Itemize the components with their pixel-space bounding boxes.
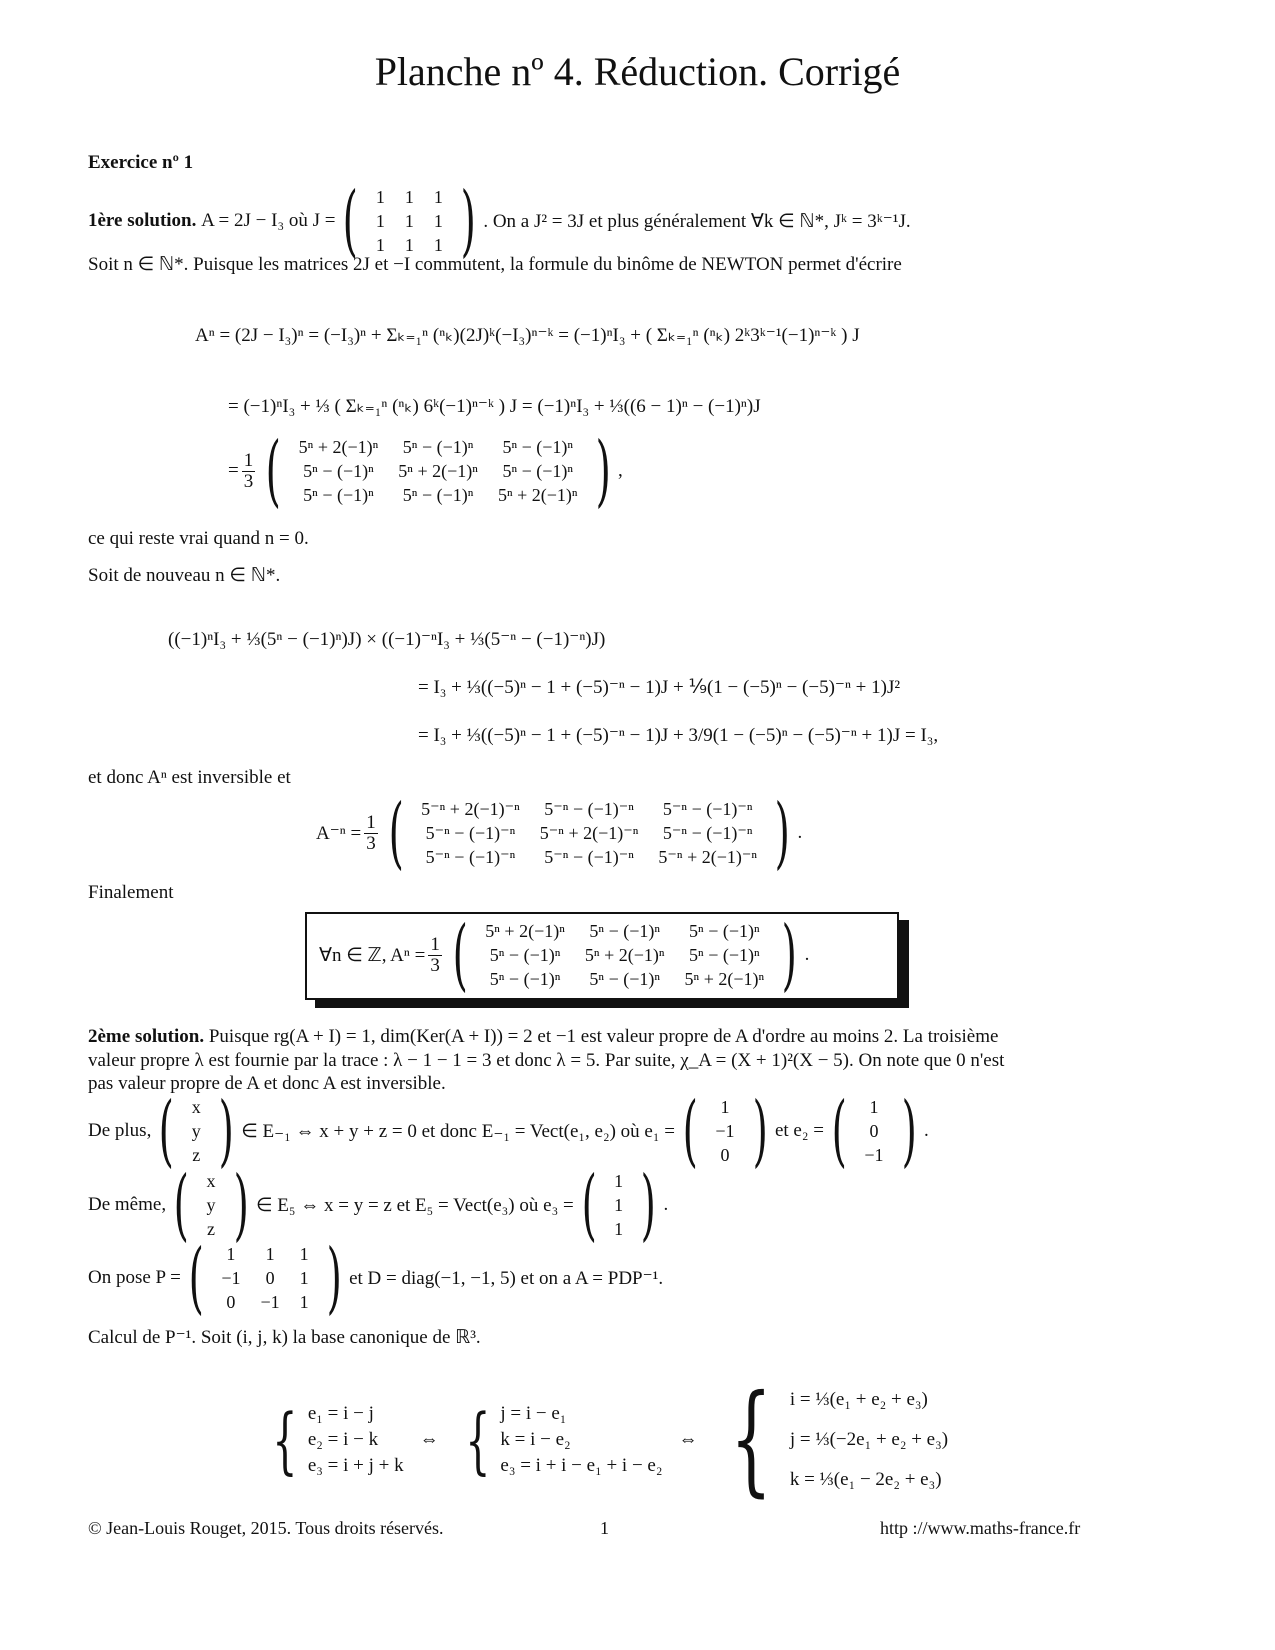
system-line: e₂ = i − k	[307, 1429, 379, 1450]
j-matrix-body	[366, 185, 453, 257]
system-1	[308, 1401, 404, 1479]
eq2-line3: = I₃ + ⅓((−5)ⁿ − 1 + (−5)⁻ⁿ − 1)J + 3/9(1 − (−5)ⁿ − (−5)⁻ⁿ + 1)J = I₃,	[418, 725, 939, 746]
matrix-cell: 5ⁿ + 2(−1)ⁿ	[298, 437, 379, 457]
matrix-cell: −1	[221, 1268, 241, 1288]
an-matrix: ( 5ⁿ + 2(−1)ⁿ 5ⁿ − (−1)ⁿ 5ⁿ − (−1)ⁿ 5ⁿ − (−1)ⁿ 5ⁿ + 2(−1)ⁿ 5ⁿ − (−1)ⁿ 5ⁿ − (−1)ⁿ 5ⁿ − (−1)ⁿ 5ⁿ + 2(−1)ⁿ )	[265, 426, 611, 516]
matrix-cell: 5ⁿ − (−1)ⁿ	[689, 945, 760, 965]
matrix-cell: 5ⁿ − (−1)ⁿ	[502, 437, 574, 457]
footer-page-number: 1	[600, 1518, 609, 1538]
vector-cell: 1	[720, 1097, 730, 1117]
vector-cell: y	[206, 1195, 216, 1215]
sol1-line1-end: . On a J² = 3J et plus généralement ∀k ∈ ℕ*, Jᵏ = 3ᵏ⁻¹J.	[483, 210, 911, 232]
matrix-cell: 1	[265, 1244, 275, 1264]
matrix-row	[211, 1242, 318, 1266]
eq1-line1: Aⁿ = (2J − I₃)ⁿ = (−I₃)ⁿ + Σₖ₌₁ⁿ (ⁿₖ)(2J)ᵏ(−I₃)ⁿ⁻ᵏ = (−1)ⁿI₃ + ( Σₖ₌₁ⁿ (ⁿₖ) 2ᵏ3ᵏ⁻¹(−1)ⁿ⁻ᵏ ) J	[195, 325, 860, 346]
e3-vector: ( 1 1 1 )	[581, 1160, 656, 1250]
matrix-cell: 5⁻ⁿ − (−1)⁻ⁿ	[662, 799, 753, 819]
vector-cell: x	[191, 1097, 201, 1117]
sol2-line3: pas valeur propre de A et donc A est inversible.	[88, 1073, 446, 1094]
matrix-row	[289, 435, 588, 459]
matrix-cell: 5ⁿ + 2(−1)ⁿ	[398, 461, 478, 481]
matrix-cell: 5ⁿ − (−1)ⁿ	[589, 969, 661, 989]
matrix-cell: 1	[375, 187, 385, 207]
dememe-line: De même, ( x y z ) ∈ E₅ ⇔ x = y = z et E₅ = Vect(e₃) où e₃ = ( 1 1 1 ) .	[88, 1160, 669, 1250]
matrix-row	[411, 821, 767, 845]
system-line: k = i − e₂	[500, 1429, 571, 1450]
system-line: e₁ = i − j	[307, 1403, 374, 1424]
boxed-matrix: ( 5ⁿ + 2(−1)ⁿ 5ⁿ − (−1)ⁿ 5ⁿ − (−1)ⁿ 5ⁿ − (−1)ⁿ 5ⁿ + 2(−1)ⁿ 5ⁿ − (−1)ⁿ 5ⁿ − (−1)ⁿ 5ⁿ − (−1)ⁿ 5ⁿ + 2(−1)ⁿ )	[452, 910, 798, 1000]
matrix-cell: 1	[404, 235, 414, 255]
matrix-cell: 5ⁿ − (−1)ⁿ	[489, 969, 561, 989]
matrix-cell: 5ⁿ + 2(−1)ⁿ	[684, 969, 765, 989]
exercise-heading: Exercice nº 1	[88, 152, 194, 173]
inverse-text: et donc Aⁿ est inversible et	[88, 767, 291, 788]
eq2-line1: ((−1)ⁿI₃ + ⅓(5ⁿ − (−1)ⁿ)J) × ((−1)⁻ⁿI₃ + ⅓(5⁻ⁿ − (−1)⁻ⁿ)J)	[168, 629, 606, 650]
matrix-row	[475, 967, 774, 991]
vector-cell: x	[206, 1171, 216, 1191]
matrix-cell: 5⁻ⁿ + 2(−1)⁻ⁿ	[539, 823, 639, 843]
matrix-row	[211, 1290, 318, 1314]
matrix-row	[411, 845, 767, 869]
matrix-row	[366, 185, 453, 209]
sol1-line1-text: A = 2J − I₃ où J =	[201, 210, 336, 231]
matrix-cell: 5ⁿ − (−1)ⁿ	[589, 921, 661, 941]
sol2-label: 2ème solution.	[88, 1026, 205, 1047]
e2-vector: ( 1 0 −1 )	[831, 1086, 917, 1176]
vector-cell: 1	[869, 1097, 879, 1117]
matrix-cell: 5ⁿ − (−1)ⁿ	[402, 485, 474, 505]
vector-cell: z	[207, 1219, 216, 1239]
matrix-cell: −1	[260, 1292, 280, 1312]
matrix-cell: 5ⁿ − (−1)ⁿ	[303, 461, 374, 481]
system-line: j = ⅓(−2e₁ + e₂ + e₃)	[789, 1429, 949, 1450]
ainv-matrix: ( 5⁻ⁿ + 2(−1)⁻ⁿ 5⁻ⁿ − (−1)⁻ⁿ 5⁻ⁿ − (−1)⁻ⁿ 5⁻ⁿ − (−1)⁻ⁿ 5⁻ⁿ + 2(−1)⁻ⁿ 5⁻ⁿ − (−1)⁻ⁿ 5⁻ⁿ − (−1)⁻ⁿ 5⁻ⁿ − (−1)⁻ⁿ 5⁻ⁿ + 2(−1)⁻ⁿ )	[388, 788, 790, 878]
matrix-cell: 5⁻ⁿ − (−1)⁻ⁿ	[425, 823, 516, 843]
matrix-cell: 1	[375, 235, 385, 255]
boxed-result: ∀n ∈ ℤ, Aⁿ = $\frac{1}{3}$ ( 5ⁿ + 2(−1)ⁿ 5ⁿ − (−1)ⁿ 5ⁿ − (−1)ⁿ 5ⁿ − (−1)ⁿ 5ⁿ + 2(−1)ⁿ 5ⁿ − (−1)ⁿ 5ⁿ − (−1)ⁿ 5ⁿ − (−1)ⁿ 5ⁿ + 2(−1)ⁿ ) .	[305, 912, 899, 1000]
eq1-line2: = (−1)ⁿI₃ + ⅓ ( Σₖ₌₁ⁿ (ⁿₖ) 6ᵏ(−1)ⁿ⁻ᵏ ) J = (−1)ⁿI₃ + ⅓((6 − 1)ⁿ − (−1)ⁿ)J	[228, 396, 761, 417]
finally-text: Finalement	[88, 882, 174, 903]
matrix-cell: 1	[375, 211, 385, 231]
vector-cell: 1	[614, 1195, 624, 1215]
matrix-cell: 1	[299, 1292, 309, 1312]
matrix-cell: 5ⁿ + 2(−1)ⁿ	[497, 485, 578, 505]
sol2-line1: 2ème solution. Puisque rg(A + I) = 1, dim(Ker(A + I)) = 2 et −1 est valeur propre de A d'ordre au moins 2. La troisième	[88, 1026, 999, 1047]
matrix-cell: 0	[265, 1268, 275, 1288]
deplus-line: De plus, ( x y z ) ∈ E₋₁ ⇔ x + y + z = 0 et donc E₋₁ = Vect(e₁, e₂) où e₁ = ( 1 −1 0 ) et e₂ = ( 1 0 −1 ) .	[88, 1086, 929, 1176]
matrix-row	[411, 797, 767, 821]
matrix-cell: 1	[404, 211, 414, 231]
matrix-cell: 1	[433, 187, 443, 207]
system-line: i = ⅓(e₁ + e₂ + e₃)	[789, 1389, 928, 1410]
matrix-cell: 1	[433, 235, 443, 255]
eq2-line2: = I₃ + ⅓((−5)ⁿ − 1 + (−5)⁻ⁿ − 1)J + ⅑(1 − (−5)ⁿ − (−5)⁻ⁿ + 1)J²	[418, 677, 901, 698]
j-matrix: ( 1 1 1 1 1 1 1 1 1 )	[343, 176, 476, 266]
vector-cell: 0	[869, 1121, 879, 1141]
system-line: k = ⅓(e₁ − 2e₂ + e₃)	[789, 1469, 942, 1490]
matrix-row	[475, 943, 774, 967]
vector-cell: 1	[614, 1171, 624, 1191]
matrix-cell: 5ⁿ + 2(−1)ⁿ	[485, 921, 565, 941]
matrix-cell: 1	[226, 1244, 236, 1264]
matrix-cell: 5⁻ⁿ − (−1)⁻ⁿ	[662, 823, 753, 843]
matrix-cell: 1	[433, 211, 443, 231]
matrix-row	[289, 459, 588, 483]
matrix-cell: 5ⁿ − (−1)ⁿ	[402, 437, 474, 457]
vector-cell: 0	[720, 1145, 730, 1165]
matrix-cell: 5ⁿ − (−1)ⁿ	[689, 921, 760, 941]
matrix-cell: 5⁻ⁿ + 2(−1)⁻ⁿ	[658, 847, 758, 867]
eq1-line3: = $\frac{1}{3}$ ( 5ⁿ + 2(−1)ⁿ 5ⁿ − (−1)ⁿ 5ⁿ − (−1)ⁿ 5ⁿ − (−1)ⁿ 5ⁿ + 2(−1)ⁿ 5ⁿ − (−1)ⁿ 5ⁿ − (−1)ⁿ 5ⁿ − (−1)ⁿ 5ⁿ + 2(−1)ⁿ ) ,	[228, 426, 623, 516]
matrix-cell: 5ⁿ + 2(−1)ⁿ	[584, 945, 665, 965]
matrix-cell: 5ⁿ − (−1)ⁿ	[303, 485, 374, 505]
system-2	[500, 1401, 662, 1479]
footer-copyright: © Jean-Louis Rouget, 2015. Tous droits réservés.	[88, 1518, 444, 1538]
system-equations: { e₁ = i − j e₂ = i − k e₃ = i + j + k ⇔ { j = i − e₁ k = i − e₂ e₃ = i + i − e₁ + i − e₂ ⇔ { i = ⅓(e₁ + e₂ + e₃) j = ⅓(−2e₁ + e₂ + e₃) k = ⅓(e₁ − 2e₂ + e₃)	[272, 1370, 949, 1509]
e1-vector: ( 1 −1 0 )	[682, 1086, 768, 1176]
sol1-line2: Soit n ∈ ℕ*. Puisque les matrices 2J et −I commutent, la formule du binôme de NEWTON permet d'écrire	[88, 254, 902, 275]
vector-cell: −1	[715, 1121, 735, 1141]
matrix-row	[211, 1266, 318, 1290]
vector-cell: 1	[614, 1219, 624, 1239]
matrix-cell: 5⁻ⁿ + 2(−1)⁻ⁿ	[421, 799, 520, 819]
sol1-label: 1ère solution.	[88, 210, 197, 231]
matrix-cell: 1	[404, 187, 414, 207]
again-text: Soit de nouveau n ∈ ℕ*.	[88, 565, 281, 586]
system-line: j = i − e₁	[500, 1403, 567, 1424]
one-third-fraction: $\frac{1}{3}$	[243, 449, 254, 492]
matrix-row	[366, 209, 453, 233]
matrix-cell: 5ⁿ − (−1)ⁿ	[502, 461, 574, 481]
matrix-cell: 5⁻ⁿ − (−1)⁻ⁿ	[425, 847, 516, 867]
onpose-line: On pose P = ( 1 1 1 −1 0 1 0 −1 1 ) et D = diag(−1, −1, 5) et on a A = PDP⁻¹.	[88, 1233, 664, 1323]
matrix-cell: 5⁻ⁿ − (−1)⁻ⁿ	[544, 847, 634, 867]
vector-cell: −1	[864, 1145, 884, 1165]
vector-cell: z	[192, 1145, 201, 1165]
matrix-cell: 5ⁿ − (−1)ⁿ	[489, 945, 561, 965]
matrix-row	[289, 483, 588, 507]
system-line: e₃ = i + j + k	[307, 1455, 404, 1476]
footer-url[interactable]: http ://www.maths-france.fr	[880, 1518, 1081, 1538]
matrix-cell: 1	[299, 1268, 309, 1288]
calcul-text: Calcul de P⁻¹. Soit (i, j, k) la base canonique de ℝ³.	[88, 1327, 481, 1348]
matrix-cell: 5⁻ⁿ − (−1)⁻ⁿ	[544, 799, 634, 819]
equals-sign: =	[228, 460, 239, 481]
vector-cell: y	[191, 1121, 201, 1141]
sol2-line2: valeur propre λ est fournie par la trace : λ − 1 − 1 = 3 et donc λ = 5. Par suite, χ_A = (X + 1)²(X − 5). On note que 0 n'est	[88, 1050, 1005, 1071]
stays-true-text: ce qui reste vrai quand n = 0.	[88, 528, 309, 549]
p-matrix: ( 1 1 1 −1 0 1 0 −1 1 )	[188, 1233, 342, 1323]
matrix-row	[475, 919, 774, 943]
matrix-cell: 1	[299, 1244, 309, 1264]
system-line: e₃ = i + i − e₁ + i − e₂	[500, 1455, 663, 1476]
page-title: Planche nº 4. Réduction. Corrigé	[374, 49, 901, 94]
system-3	[790, 1380, 948, 1500]
ainv-equation: A⁻ⁿ = $\frac{1}{3}$ ( 5⁻ⁿ + 2(−1)⁻ⁿ 5⁻ⁿ − (−1)⁻ⁿ 5⁻ⁿ − (−1)⁻ⁿ 5⁻ⁿ − (−1)⁻ⁿ 5⁻ⁿ + 2(−1)⁻ⁿ 5⁻ⁿ − (−1)⁻ⁿ 5⁻ⁿ − (−1)⁻ⁿ 5⁻ⁿ − (−1)⁻ⁿ 5⁻ⁿ + 2(−1)⁻ⁿ ) .	[316, 788, 803, 878]
matrix-cell: 0	[226, 1292, 236, 1312]
